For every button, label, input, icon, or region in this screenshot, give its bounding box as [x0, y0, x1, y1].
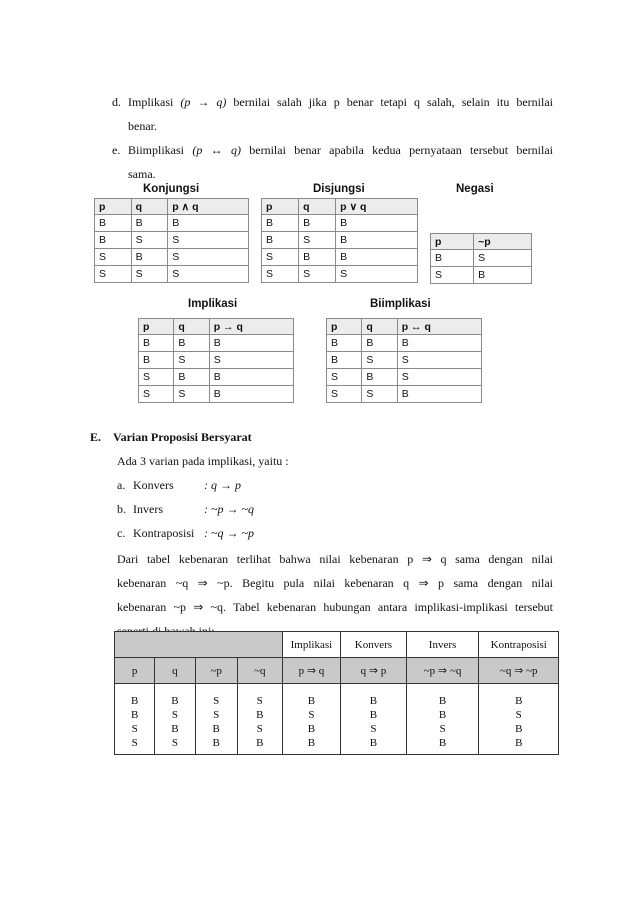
- cell: B: [139, 352, 174, 369]
- cell: S: [262, 266, 299, 283]
- section-e-heading: Varian Proposisi Bersyarat: [113, 430, 252, 444]
- cell: B: [95, 232, 132, 249]
- value: B: [369, 737, 378, 749]
- header-cell: p: [327, 319, 362, 335]
- table-row: [327, 352, 482, 369]
- value: B: [307, 695, 316, 707]
- value: B: [438, 695, 447, 707]
- cell: B: [174, 335, 209, 352]
- cell: S: [362, 386, 397, 403]
- value: S: [439, 723, 446, 735]
- item-e-line1: [128, 143, 553, 158]
- column-header-row: [115, 658, 559, 684]
- item-e-text-b: bernilai benar apabila kedua pernyataan tersebut bernilai: [249, 143, 554, 157]
- cell: S: [336, 266, 418, 283]
- table-row: [327, 386, 482, 403]
- cell: B: [362, 369, 397, 386]
- values-cell: [115, 684, 155, 755]
- cell: B: [168, 215, 249, 232]
- implikasi-variants-table: [114, 631, 559, 755]
- header-cell: p: [139, 319, 174, 335]
- table-row: [262, 232, 418, 249]
- values-cell: [406, 684, 479, 755]
- value: S: [370, 723, 377, 735]
- value: B: [256, 737, 264, 749]
- cell: S: [397, 369, 481, 386]
- table-row: [262, 249, 418, 266]
- cell: S: [299, 232, 336, 249]
- item-d-text-a: Implikasi: [128, 95, 174, 109]
- cell: S: [95, 249, 132, 266]
- table-row: [95, 215, 249, 232]
- cell: S: [327, 369, 362, 386]
- cell: S: [327, 386, 362, 403]
- group-header-cell: Invers: [406, 632, 479, 658]
- values-cell: [195, 684, 237, 755]
- variant-formula: : q → p: [204, 478, 241, 492]
- table-row: [139, 369, 294, 386]
- column-header-cell: p ⇒ q: [282, 658, 341, 684]
- konjungsi-table: [94, 198, 249, 283]
- column-header-cell: ~p ⇒ ~q: [406, 658, 479, 684]
- value: B: [256, 709, 264, 721]
- header-cell: q: [174, 319, 209, 335]
- value: B: [130, 709, 139, 721]
- cell: S: [474, 250, 532, 267]
- biimplikasi-title: Biimplikasi: [370, 298, 431, 310]
- header-cell: p ∨ q: [336, 199, 418, 215]
- implikasi-title: Implikasi: [188, 298, 238, 310]
- item-d-line1: [128, 95, 553, 110]
- item-d-formula: (p → q): [180, 95, 227, 109]
- cell: B: [327, 352, 362, 369]
- header-cell: p: [262, 199, 299, 215]
- header-cell: p ↔ q: [397, 319, 481, 335]
- cell: S: [431, 267, 474, 284]
- header-cell: p → q: [209, 319, 293, 335]
- value: B: [515, 737, 523, 749]
- cell: S: [262, 249, 299, 266]
- cell: S: [131, 266, 168, 283]
- table-row: [431, 250, 532, 267]
- paragraph-line: kebenaran ~q ⇒ ~p. Begitu pula nilai kebenaran q ⇒ p sama dengan nilai: [117, 576, 553, 590]
- variant-name: Invers: [133, 502, 163, 516]
- konjungsi-title: Konjungsi: [143, 183, 200, 195]
- cell: S: [174, 386, 209, 403]
- values-cell: [237, 684, 282, 755]
- header-cell: ~p: [474, 234, 532, 250]
- header-cell: q: [299, 199, 336, 215]
- value: B: [171, 695, 179, 707]
- cell: B: [209, 386, 293, 403]
- section-e-intro: Ada 3 varian pada implikasi, yaitu :: [117, 454, 289, 468]
- header-cell: q: [362, 319, 397, 335]
- disjungsi-table: [261, 198, 418, 283]
- group-header-cell: Konvers: [341, 632, 406, 658]
- group-header-row: [115, 632, 559, 658]
- variant-name: Kontraposisi: [133, 526, 195, 540]
- table-row: [327, 369, 482, 386]
- cell: B: [362, 335, 397, 352]
- cell: B: [336, 232, 418, 249]
- column-header-cell: q: [155, 658, 195, 684]
- cell: S: [139, 369, 174, 386]
- cell: B: [131, 215, 168, 232]
- cell: B: [131, 249, 168, 266]
- variant-label: c.: [117, 526, 126, 540]
- variant-formula: : ~q → ~p: [204, 526, 254, 540]
- cell: B: [262, 215, 299, 232]
- values-row: [115, 684, 559, 755]
- value: B: [438, 709, 447, 721]
- value: B: [171, 723, 179, 735]
- value: S: [131, 723, 138, 735]
- table-row: [95, 232, 249, 249]
- cell: S: [299, 266, 336, 283]
- negasi-table: [430, 233, 532, 284]
- value: B: [130, 695, 139, 707]
- cell: S: [139, 386, 174, 403]
- section-e-label: E.: [90, 430, 102, 444]
- value: B: [369, 695, 378, 707]
- table-header-row: [262, 199, 418, 215]
- variant-name: Konvers: [133, 478, 174, 492]
- values-cell: [341, 684, 406, 755]
- variant-label: a.: [117, 478, 126, 492]
- table-header-row: [95, 199, 249, 215]
- table-header-row: [431, 234, 532, 250]
- column-header-cell: p: [115, 658, 155, 684]
- value: S: [515, 709, 522, 721]
- header-cell: q: [131, 199, 168, 215]
- value: S: [213, 709, 220, 721]
- cell: B: [397, 386, 481, 403]
- value: B: [307, 723, 316, 735]
- table-row: [139, 352, 294, 369]
- table-header-row: [139, 319, 294, 335]
- cell: B: [299, 249, 336, 266]
- item-d-label: d.: [112, 95, 121, 109]
- cell: S: [168, 249, 249, 266]
- values-cell: [282, 684, 341, 755]
- item-e-text-a: Biimplikasi: [128, 143, 185, 157]
- column-header-cell: ~p: [195, 658, 237, 684]
- cell: B: [336, 249, 418, 266]
- cell: B: [139, 335, 174, 352]
- item-d-text-b: bernilai salah jika p benar tetapi q salah, selain itu bernilai: [233, 95, 554, 109]
- paragraph-line: Dari tabel kebenaran terlihat bahwa nilai kebenaran p ⇒ q sama dengan nilai: [117, 552, 553, 566]
- blank-header-cell: [115, 632, 283, 658]
- variant-formula: : ~p → ~q: [204, 502, 254, 516]
- table-row: [431, 267, 532, 284]
- value: B: [212, 737, 220, 749]
- cell: S: [397, 352, 481, 369]
- value: B: [515, 695, 523, 707]
- table-row: [262, 215, 418, 232]
- item-e-formula: (p ↔ q): [192, 143, 241, 157]
- table-row: [95, 266, 249, 283]
- paragraph-line: kebenaran ~p ⇒ ~q. Tabel kebenaran hubungan antara implikasi-implikasi tersebut: [117, 600, 553, 614]
- header-cell: p: [431, 234, 474, 250]
- biimplikasi-table: [326, 318, 482, 403]
- column-header-cell: ~q: [237, 658, 282, 684]
- values-cell: [155, 684, 195, 755]
- values-cell: [479, 684, 559, 755]
- cell: S: [131, 232, 168, 249]
- table-row: [139, 386, 294, 403]
- value: S: [308, 709, 315, 721]
- cell: B: [174, 369, 209, 386]
- value: S: [171, 709, 178, 721]
- cell: B: [474, 267, 532, 284]
- cell: B: [299, 215, 336, 232]
- implikasi-table: [138, 318, 294, 403]
- value: B: [438, 737, 447, 749]
- cell: S: [168, 232, 249, 249]
- header-cell: p: [95, 199, 132, 215]
- item-e-label: e.: [112, 143, 121, 157]
- negasi-title: Negasi: [456, 183, 494, 195]
- cell: S: [95, 266, 132, 283]
- cell: B: [431, 250, 474, 267]
- value: B: [307, 737, 316, 749]
- value: S: [131, 737, 138, 749]
- cell: S: [362, 352, 397, 369]
- value: S: [213, 695, 220, 707]
- cell: S: [209, 352, 293, 369]
- cell: B: [336, 215, 418, 232]
- cell: B: [327, 335, 362, 352]
- item-d-line2: benar.: [128, 119, 157, 133]
- value: S: [256, 695, 263, 707]
- cell: B: [209, 335, 293, 352]
- value: S: [171, 737, 178, 749]
- table-row: [139, 335, 294, 352]
- table-row: [262, 266, 418, 283]
- group-header-cell: Kontraposisi: [479, 632, 559, 658]
- value: B: [515, 723, 523, 735]
- cell: S: [174, 352, 209, 369]
- cell: B: [262, 232, 299, 249]
- column-header-cell: ~q ⇒ ~p: [479, 658, 559, 684]
- value: B: [369, 709, 378, 721]
- table-row: [327, 335, 482, 352]
- item-e-line2: sama.: [128, 167, 156, 181]
- variant-label: b.: [117, 502, 126, 516]
- value: B: [212, 723, 220, 735]
- cell: B: [397, 335, 481, 352]
- group-header-cell: Implikasi: [282, 632, 341, 658]
- table-header-row: [327, 319, 482, 335]
- value: S: [256, 723, 263, 735]
- cell: B: [95, 215, 132, 232]
- header-cell: p ∧ q: [168, 199, 249, 215]
- cell: B: [209, 369, 293, 386]
- disjungsi-title: Disjungsi: [313, 183, 365, 195]
- cell: S: [168, 266, 249, 283]
- table-row: [95, 249, 249, 266]
- column-header-cell: q ⇒ p: [341, 658, 406, 684]
